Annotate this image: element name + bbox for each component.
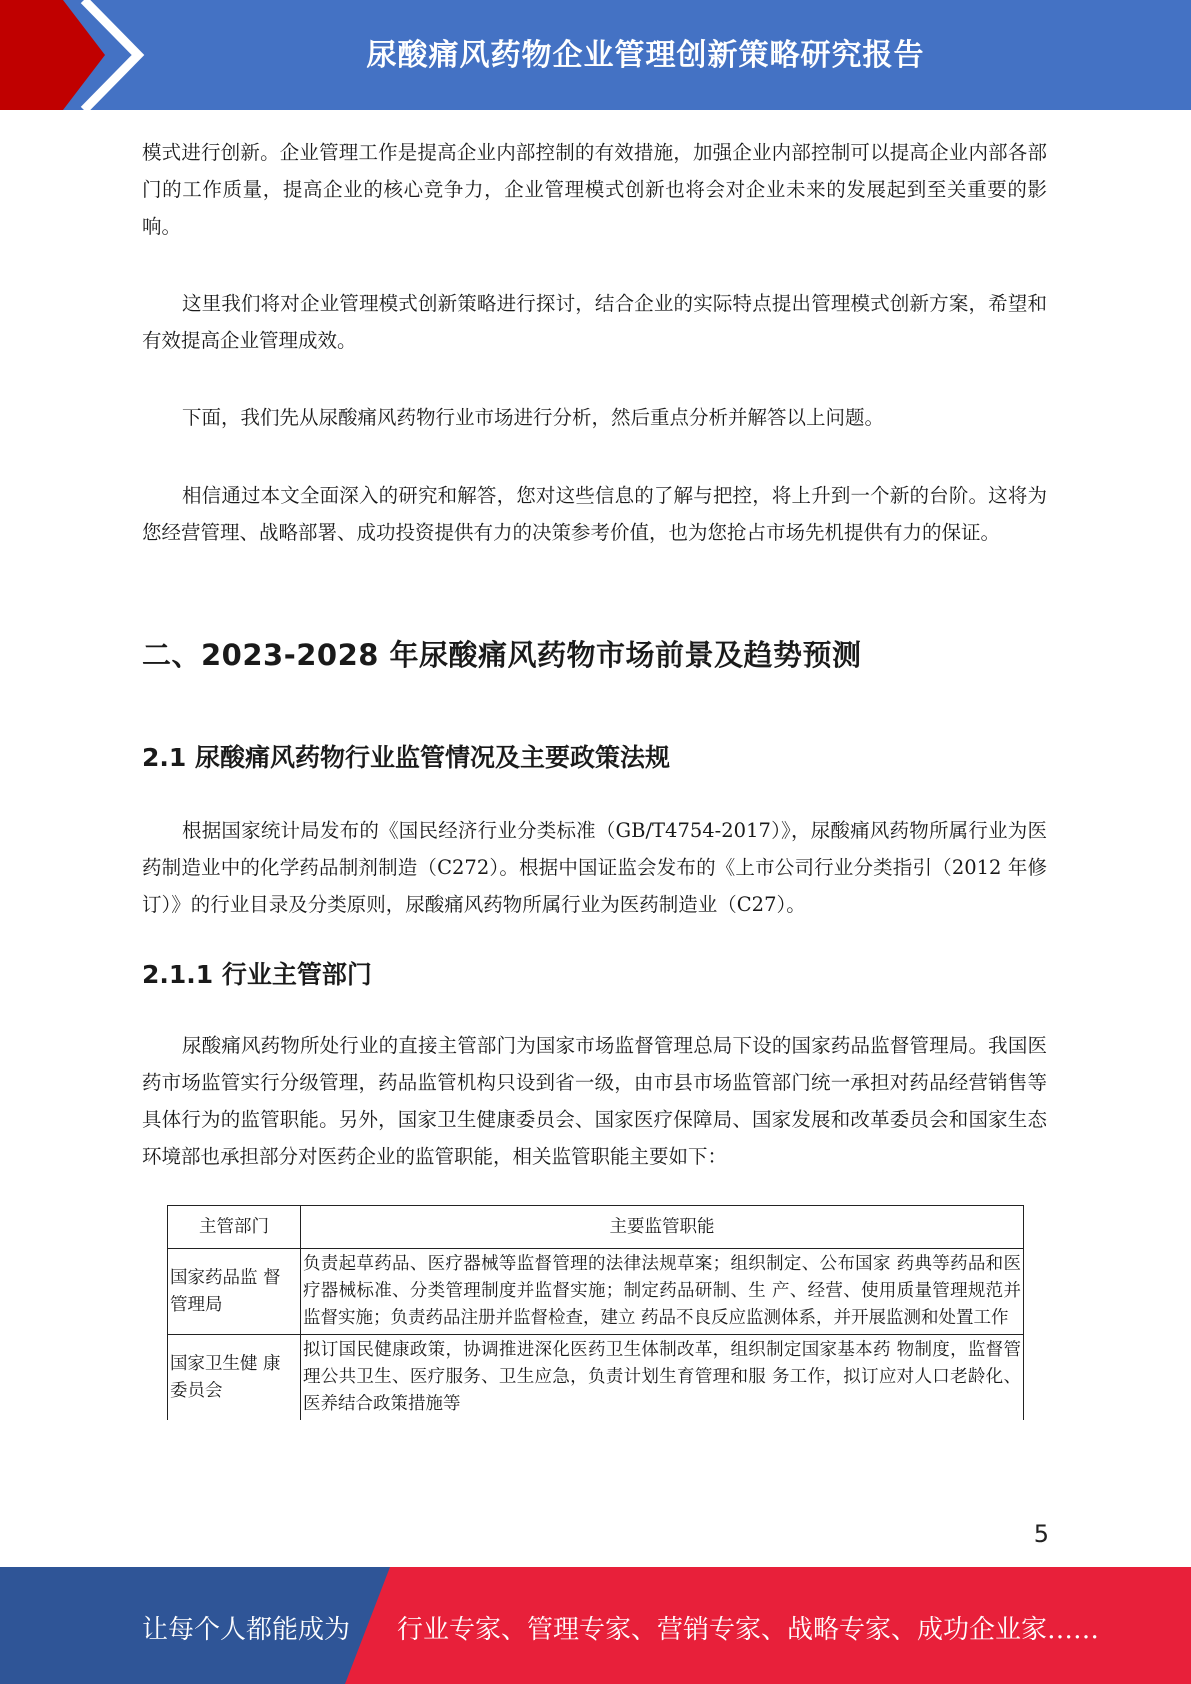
footer-slogan-right: 行业专家、管理专家、营销专家、战略专家、成功企业家…… [397, 1615, 1100, 1645]
table-header-duty: 主要监管职能 [301, 1206, 1024, 1249]
page-number: 5 [1033, 1520, 1049, 1548]
table-cell-duty: 负责起草药品、医疗器械等监督管理的法律法规草案；组织制定、公布国家 药典等药品和医疗器械标准、分类管理制度并监督实施；制定药品研制、生 产、经营、使用质量管理规范并监督实施；负责药品注册并监督检查，建立 药品不良反应监测体系，并开展监测和处置工作 [301, 1249, 1024, 1335]
intro-paragraph-4: 相信通过本文全面深入的研究和解答，您对这些信息的了解与把控，将上升到一个新的台阶。这将为您经营管理、战略部署、成功投资提供有力的决策参考价值，也为您抢占市场先机提供有力的保证。 [142, 484, 1047, 544]
table-row [168, 1335, 1024, 1421]
footer-slogan-left: 让每个人都能成为 [142, 1615, 351, 1645]
intro-paragraph-2: 这里我们将对企业管理模式创新策略进行探讨，结合企业的实际特点提出管理模式创新方案，希望和有效提高企业管理成效。 [142, 292, 1047, 352]
report-title: 尿酸痛风药物企业管理创新策略研究报告 [366, 38, 925, 73]
table-row [168, 1249, 1024, 1335]
page-footer [0, 1567, 1191, 1684]
table-cell-dept: 国家药品监 督管理局 [168, 1249, 301, 1335]
header-chevron-icon [0, 0, 160, 110]
regulatory-table [167, 1205, 1024, 1420]
section-heading: 二、2023-2028 年尿酸痛风药物市场前景及趋势预测 [142, 638, 862, 672]
subsection-heading-2-1-1: 2.1.1 行业主管部门 [142, 960, 372, 989]
page-header [0, 0, 1191, 110]
subsection-2-1-1-text: 尿酸痛风药物所处行业的直接主管部门为国家市场监督管理总局下设的国家药品监督管理局。我国医药市场监管实行分级管理，药品监管机构只设到省一级，由市县市场监管部门统一承担对药品经营销售等具体行为的监管职能。另外，国家卫生健康委员会、国家医疗保障局、国家发展和改革委员会和国家生态环境部也承担部分对医药企业的监管职能，相关监管职能主要如下： [142, 1034, 1047, 1168]
table-cell-duty: 拟订国民健康政策，协调推进深化医药卫生体制改革，组织制定国家基本药 物制度，监督管理公共卫生、医疗服务、卫生应急，负责计划生育管理和服 务工作，拟订应对人口老龄化、医养结合政策措施等 [301, 1335, 1024, 1421]
subsection-2-1-text: 根据国家统计局发布的《国民经济行业分类标准（GB/T4754-2017）》，尿酸痛风药物所属行业为医药制造业中的化学药品制剂制造（C272）。根据中国证监会发布的《上市公司行业分类指引（2012 年修订）》的行业目录及分类原则，尿酸痛风药物所属行业为医药制造业（C27）。 [142, 819, 1047, 916]
table-header-dept: 主管部门 [168, 1206, 301, 1249]
intro-paragraph-3: 下面，我们先从尿酸痛风药物行业市场进行分析，然后重点分析并解答以上问题。 [182, 406, 885, 429]
table-header-row [168, 1206, 1024, 1249]
intro-paragraph-1: 模式进行创新。企业管理工作是提高企业内部控制的有效措施，加强企业内部控制可以提高企业内部各部门的工作质量，提高企业的核心竞争力，企业管理模式创新也将会对企业未来的发展起到至关重要的影响。 [142, 141, 1047, 238]
subsection-heading-2-1: 2.1 尿酸痛风药物行业监管情况及主要政策法规 [142, 743, 670, 772]
table-cell-dept: 国家卫生健 康委员会 [168, 1335, 301, 1421]
